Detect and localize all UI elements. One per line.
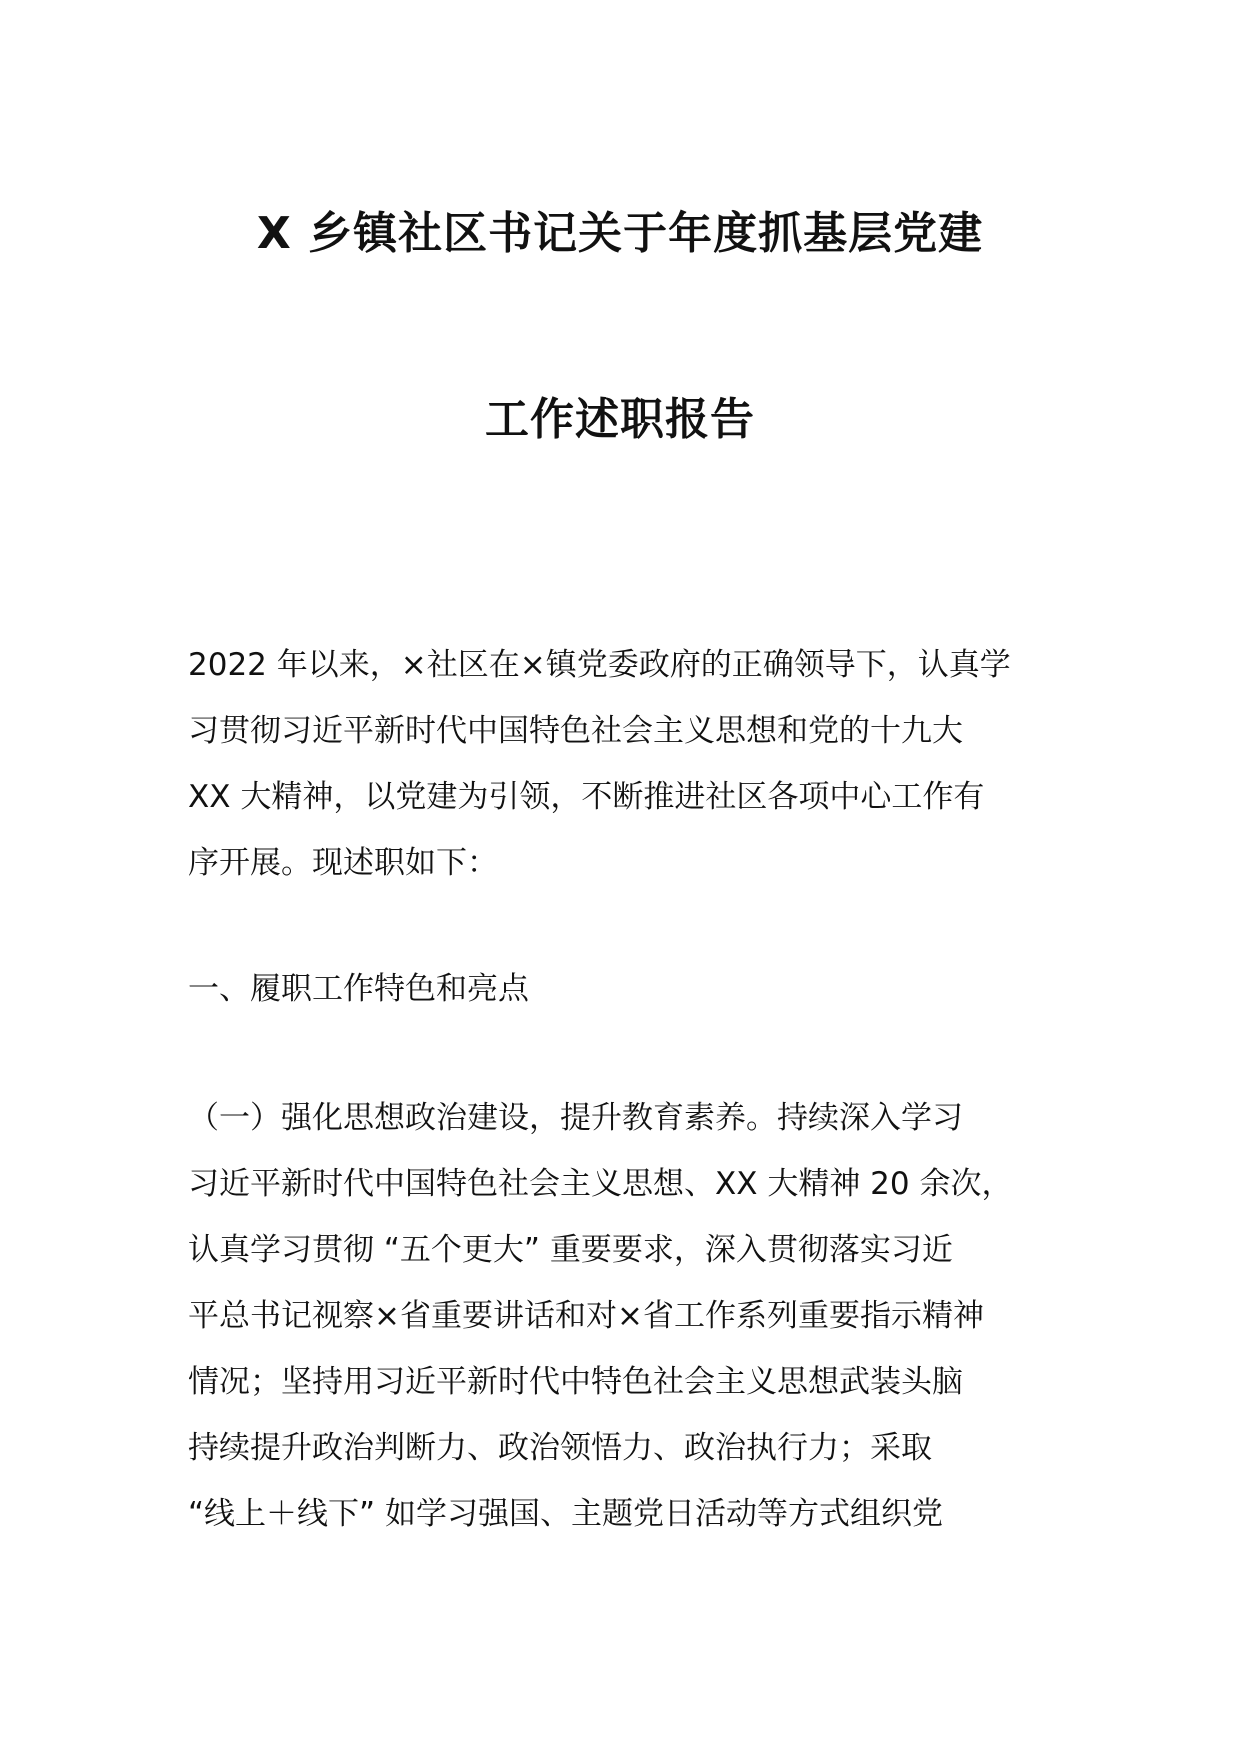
paragraph-line: 习近平新时代中国特色社会主义思想、XX 大精神 20 余次， [188,1166,1013,1202]
section-heading-text: 一、履职工作特色和亮点 [188,971,529,1007]
paragraph-line: 平总书记视察×省重要讲话和对×省工作系列重要指示精神 [188,1298,984,1334]
intro-line: 序开展。现述职如下： [188,845,498,881]
paragraph-line: 持续提升政治判断力、政治领悟力、政治执行力；采取 [188,1430,932,1466]
intro-line: 2022 年以来，×社区在×镇党委政府的正确领导下，认真学 [188,647,1011,683]
section-heading [188,956,1052,1022]
paragraph-line: “线上＋线下” 如学习强国、主题党日活动等方式组织党 [188,1496,943,1532]
document-title-line-2: 工作述职报告 [485,394,755,445]
intro-line: XX 大精神，以党建为引领，不断推进社区各项中心工作有 [188,779,985,815]
paragraph-line: 认真学习贯彻 “五个更大” 重要要求，深入贯彻落实习近 [188,1232,953,1268]
paragraph-line: 情况；坚持用习近平新时代中特色社会主义思想武装头脑 [188,1364,963,1400]
intro-line: 习贯彻习近平新时代中国特色社会主义思想和党的十九大 [188,713,963,749]
document-title-line-1: X 乡镇社区书记关于年度抓基层党建 [256,208,984,259]
section-paragraph [188,1085,1052,1547]
intro-paragraph [188,632,1052,896]
paragraph-line: （一）强化思想政治建设，提升教育素养。持续深入学习 [188,1100,963,1136]
